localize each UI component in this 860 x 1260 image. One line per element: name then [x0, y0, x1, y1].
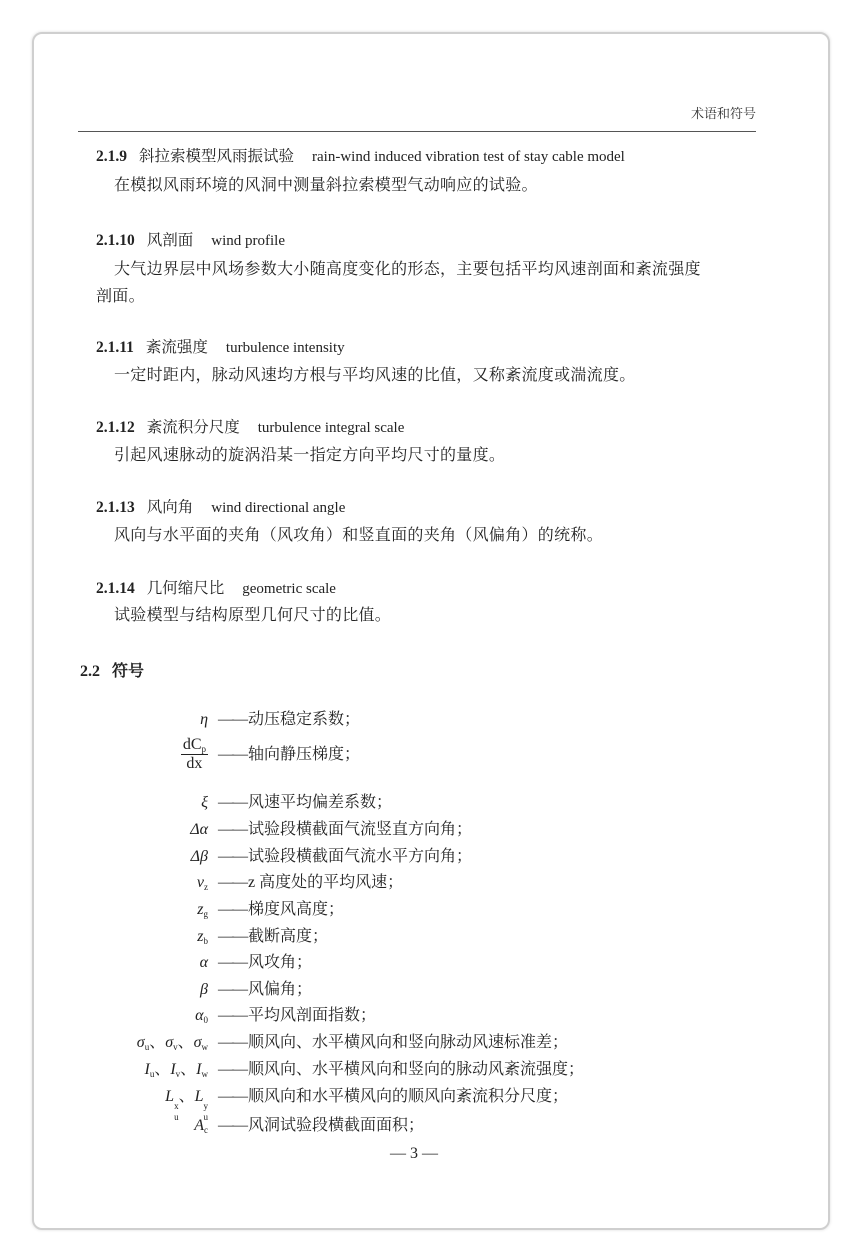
symbol-base: z: [197, 928, 204, 945]
symbol-description: —— 平均风剖面指数；: [218, 1006, 376, 1026]
symbol-subscript: u: [174, 1112, 179, 1122]
symbol-base: ξ: [201, 794, 208, 811]
symbol-subscript: v: [175, 1069, 181, 1079]
term-heading: [96, 231, 285, 251]
symbol-description: —— 动压稳定系数；: [218, 710, 360, 730]
term-heading: [96, 579, 336, 599]
term-en: rain-wind induced vibration test of stay cable model: [312, 149, 625, 165]
separator: 、: [149, 1034, 166, 1051]
term-zh: 紊流强度: [145, 339, 208, 356]
symbol-base: L: [194, 1088, 204, 1105]
separator: 、: [180, 1061, 197, 1078]
symbol-description: —— 顺风向、水平横风向和竖向的脉动风紊流强度；: [218, 1060, 584, 1080]
symbol-description: —— 截断高度；: [218, 927, 328, 947]
symbol-base: I: [144, 1061, 150, 1078]
symbol-description: —— 试验段横截面气流竖直方向角；: [218, 820, 472, 840]
separator: 、: [154, 1061, 171, 1078]
symbol: [201, 793, 208, 813]
section-number: 2.2: [80, 663, 100, 680]
symbol-description: —— z 高度处的平均风速；: [218, 873, 403, 893]
symbol: [144, 1060, 208, 1080]
symbol-description: —— 顺风向和水平横风向的顺风向紊流积分尺度；: [218, 1087, 568, 1107]
fraction-numerator: dC: [182, 736, 202, 753]
symbol-base: z: [197, 901, 204, 918]
symbol: [200, 710, 208, 730]
term-definition: 在模拟风雨环境的风洞中测量斜拉索模型气动响应的试验。: [114, 177, 538, 194]
separator: 、: [178, 1088, 195, 1105]
symbol-subscript: c: [204, 1125, 208, 1135]
section-heading: [80, 662, 144, 682]
symbol-description: —— 风偏角；: [218, 980, 312, 1000]
term-definition: 试验模型与结构原型几何尺寸的比值。: [114, 607, 392, 624]
separator: 、: [177, 1034, 194, 1051]
symbol-base: β: [200, 981, 208, 998]
term-en: turbulence intensity: [225, 340, 345, 356]
symbol: [200, 953, 208, 973]
symbol-base: Δα: [190, 821, 208, 838]
symbol-base: α: [195, 1007, 204, 1024]
symbol-superscript: y: [203, 1101, 208, 1111]
symbol: [191, 847, 208, 867]
page-number: — 3 —: [390, 1145, 438, 1162]
symbol: [197, 927, 208, 947]
term-number: 2.1.13: [96, 499, 135, 516]
term-number: 2.1.10: [96, 232, 135, 249]
term-definition: 引起风速脉动的旋涡沿某一指定方向平均尺寸的量度。: [114, 447, 506, 464]
symbol-subscript: w: [201, 1042, 208, 1052]
term-definition: 风向与水平面的夹角（风攻角）和竖直面的夹角（风偏角）的统称。: [114, 527, 604, 544]
term-definition: 一定时距内，脉动风速均方根与平均风速的比值，又称紊流度或湍流度。: [114, 367, 636, 384]
symbol-subscript: v: [173, 1042, 178, 1052]
symbol-base: σ: [165, 1034, 174, 1051]
symbol: [195, 1006, 208, 1026]
symbol: [181, 736, 208, 773]
symbol: [190, 820, 208, 840]
symbol-subscript: b: [203, 936, 208, 946]
symbol-subscript: w: [201, 1069, 208, 1079]
symbol-description: —— 梯度风高度；: [218, 900, 344, 920]
symbol-base: Δβ: [190, 848, 208, 865]
symbol-description: —— 轴向静压梯度；: [218, 745, 360, 765]
term-heading: [96, 147, 625, 167]
symbol: [197, 900, 208, 920]
symbol: [194, 1116, 208, 1136]
term-en: wind profile: [211, 233, 285, 249]
running-head: 术语和符号: [690, 106, 756, 121]
term-heading: [96, 498, 345, 518]
symbol-base: v: [196, 874, 204, 891]
term-zh: 几何缩尺比: [146, 580, 225, 597]
term-number: 2.1.11: [96, 339, 134, 356]
term-zh: 紊流积分尺度: [146, 419, 240, 436]
symbol: [197, 873, 208, 893]
symbol-subscript: g: [203, 909, 208, 919]
symbol-base: α: [199, 954, 208, 971]
symbol-subscript: z: [204, 882, 208, 892]
symbol-subscript: u: [203, 1112, 208, 1122]
symbol-base: L: [165, 1088, 175, 1105]
symbol-description: —— 试验段横截面气流水平方向角；: [218, 847, 472, 867]
symbol-base: I: [170, 1061, 176, 1078]
symbol-base: σ: [136, 1034, 145, 1051]
symbol: [137, 1033, 208, 1053]
term-en: turbulence integral scale: [257, 420, 405, 436]
term-zh: 风向角: [146, 499, 194, 516]
term-zh: 风剖面: [146, 232, 194, 249]
symbol-base: I: [196, 1061, 202, 1078]
fraction-denominator: dx: [186, 755, 203, 772]
term-number: 2.1.9: [96, 148, 127, 165]
symbol-base: A: [194, 1117, 204, 1134]
term-heading: [96, 418, 404, 438]
symbol-subscript: u: [144, 1042, 150, 1052]
term-definition: 大气边界层中风场参数大小随高度变化的形态，主要包括平均风速剖面和紊流强度: [114, 261, 701, 278]
symbol-fraction: [181, 736, 208, 773]
symbol-description: —— 顺风向、水平横风向和竖向脉动风速标准差；: [218, 1033, 568, 1053]
symbol-description: —— 风洞试验段横截面面积；: [218, 1116, 424, 1136]
symbol-description: —— 风速平均偏差系数；: [218, 793, 392, 813]
term-heading: [96, 338, 345, 358]
symbol-subscript: 0: [203, 1015, 208, 1025]
term-definition: 剖面。: [96, 288, 145, 305]
section-title: 符号: [112, 663, 145, 680]
symbol-base: σ: [193, 1034, 202, 1051]
term-en: geometric scale: [242, 581, 336, 597]
symbol-subscript: u: [149, 1069, 155, 1079]
term-en: wind directional angle: [211, 500, 346, 516]
symbol-superscript: x: [174, 1101, 179, 1111]
symbol-subscript: p: [201, 744, 206, 754]
symbol: [200, 980, 208, 1000]
term-number: 2.1.14: [96, 580, 135, 597]
term-number: 2.1.12: [96, 419, 135, 436]
term-zh: 斜拉索模型风雨振试验: [139, 148, 295, 165]
symbol-base: η: [200, 711, 208, 728]
symbol-description: —— 风攻角；: [218, 953, 312, 973]
header-rule: [78, 131, 756, 132]
